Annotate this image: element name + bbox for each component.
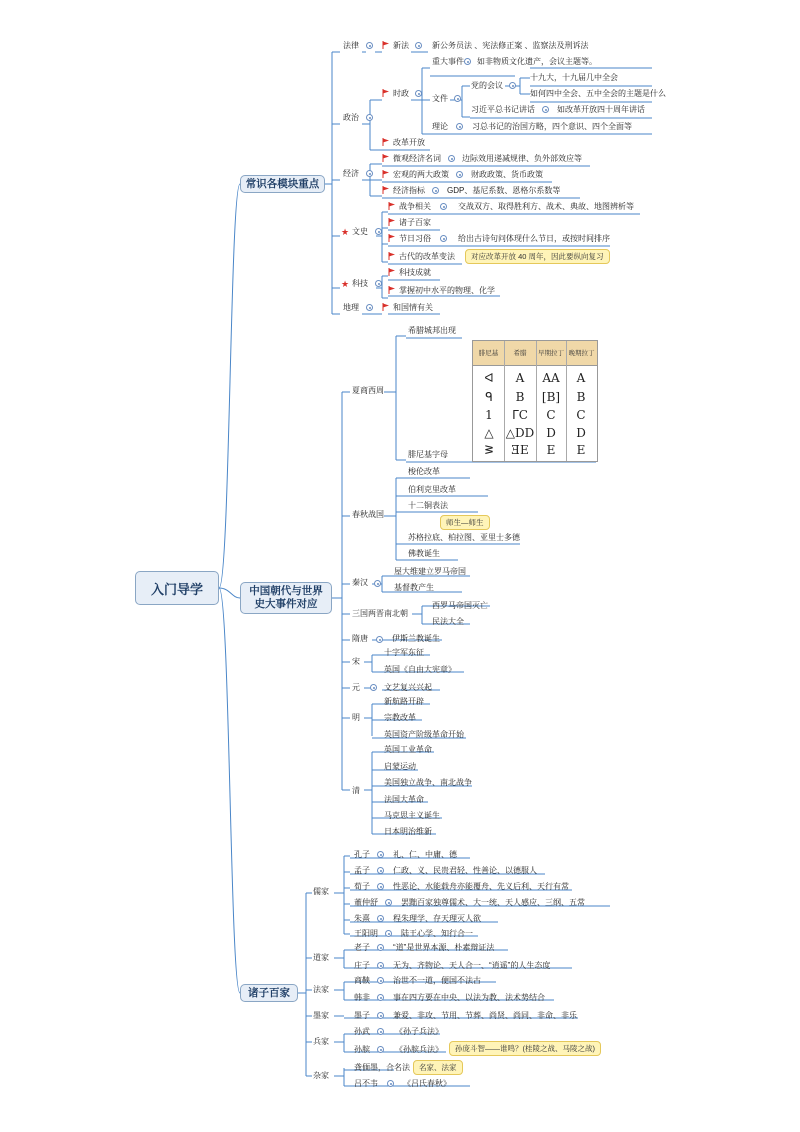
cq-buddhism[interactable]: 佛教诞生 — [408, 549, 440, 558]
school-dao[interactable]: 道家 — [313, 953, 329, 962]
flag-icon — [382, 138, 390, 146]
politics-theory[interactable]: 理论 — [432, 122, 448, 131]
collapse-icon[interactable] — [375, 280, 382, 287]
mo-mozi[interactable]: 墨子 — [354, 1011, 370, 1020]
collapse-icon[interactable] — [454, 95, 461, 102]
era-suitang[interactable]: 隋唐 — [352, 634, 368, 643]
dao-zhuangzi[interactable]: 庄子 — [354, 961, 370, 970]
school-fa[interactable]: 法家 — [313, 985, 329, 994]
collapse-icon[interactable] — [375, 228, 382, 235]
bing-sunbin-note: 孙庞斗智——谁鸣？(桂陵之战、马陵之战) — [449, 1041, 601, 1056]
collapse-icon[interactable] — [366, 114, 373, 121]
qh-christianity[interactable]: 基督教产生 — [394, 583, 434, 592]
collapse-icon[interactable] — [415, 90, 422, 97]
cq-twelve-tables[interactable]: 十二铜表法 — [408, 501, 448, 510]
letter: △ — [484, 426, 494, 440]
law-desc[interactable]: 新公务员法 、宪法修正案 、监察法及刑诉法 — [432, 41, 589, 50]
collapse-icon[interactable] — [385, 930, 392, 937]
economy-macro-desc[interactable]: 财政政策、货币政策 — [471, 170, 543, 179]
bing-sunwu[interactable]: 孙武 — [354, 1027, 370, 1036]
qing-french-rev[interactable]: 法国大革命 — [384, 795, 424, 804]
school-ru[interactable]: 儒家 — [313, 887, 329, 896]
branch-common-knowledge[interactable]: 常识各模块重点 — [240, 175, 325, 193]
collapse-icon[interactable] — [440, 235, 447, 242]
politics-xi-desc[interactable]: 如改革开放四十周年讲话 — [557, 105, 645, 114]
letter: B — [576, 390, 586, 404]
economy-macro[interactable]: 宏观的两大政策 — [393, 170, 449, 179]
school-bing[interactable]: 兵家 — [313, 1037, 329, 1046]
era-yuan[interactable]: 元 — [352, 683, 360, 692]
song-magna-carta[interactable]: 英国《自由大宪章》 — [384, 665, 456, 674]
qing-meiji[interactable]: 日本明治维新 — [384, 827, 432, 836]
economy-index-desc[interactable]: GDP、基尼系数、恩格尔系数等 — [447, 186, 561, 195]
collapse-icon[interactable] — [377, 962, 384, 969]
letter: 1 — [485, 408, 493, 422]
ru-zhuxi[interactable]: 朱熹 — [354, 914, 370, 923]
era-ming[interactable]: 明 — [352, 713, 360, 722]
collapse-icon[interactable] — [376, 636, 383, 643]
collapse-icon[interactable] — [377, 1028, 384, 1035]
alphabet-header-greek: 希腊 — [513, 349, 527, 357]
za-note: 名家、法家 — [413, 1060, 463, 1075]
alphabet-header-phoenician: 腓尼基 — [478, 349, 499, 357]
ru-mencius-desc[interactable]: 仁政、义、民贵君轻、性善论、以德服人 — [393, 866, 537, 875]
culture-schools[interactable]: 诸子百家 — [399, 218, 431, 227]
tech-label[interactable]: 科技 — [352, 279, 368, 288]
cq-philosophers[interactable]: 苏格拉底、柏拉图、亚里士多德 — [408, 533, 520, 542]
letter: E — [576, 443, 586, 457]
cq-pericles[interactable]: 伯利克里改革 — [408, 485, 456, 494]
letter: B — [515, 390, 525, 404]
fa-hanfei-desc[interactable]: 事在四方要在中央、以法为教、法术势结合 — [393, 993, 545, 1002]
root-node[interactable]: 入门导学 — [135, 571, 219, 605]
ming-reformation[interactable]: 宗教改革 — [384, 713, 416, 722]
dao-zhuangzi-desc[interactable]: 无为、齐物论、天人合一、“逍遥”的人生态度 — [393, 961, 551, 970]
flag-icon — [382, 186, 390, 194]
geo-national[interactable]: 和国情有关 — [393, 303, 433, 312]
politics-party[interactable]: 党的会议 — [471, 81, 503, 90]
economy-micro[interactable]: 微观经济名词 — [393, 154, 441, 163]
collapse-icon[interactable] — [377, 1046, 384, 1053]
flag-icon — [388, 286, 396, 294]
collapse-icon[interactable] — [377, 883, 384, 890]
mo-mozi-desc[interactable]: 兼爱、非攻、节用、节葬、尚贤、尚同、非命、非乐 — [393, 1011, 577, 1020]
economy-label[interactable]: 经济 — [343, 169, 359, 178]
politics-theory-desc[interactable]: 习总书记的治国方略，四个意识、四个全面等 — [472, 122, 632, 131]
culture-war[interactable]: 战争相关 — [399, 202, 431, 211]
politics-reform[interactable]: 改革开放 — [393, 138, 425, 147]
bing-sunbin-desc[interactable]: 《孙膑兵法》 — [395, 1045, 443, 1054]
era-qing[interactable]: 清 — [352, 786, 360, 795]
ru-xunzi[interactable]: 荀子 — [354, 882, 370, 891]
collapse-icon[interactable] — [509, 82, 516, 89]
politics-xi[interactable]: 习近平总书记讲话 — [471, 105, 535, 114]
alphabet-table — [472, 340, 598, 462]
collapse-icon[interactable] — [377, 944, 384, 951]
flag-icon — [388, 234, 396, 242]
collapse-icon[interactable] — [385, 899, 392, 906]
era-sanguo[interactable]: 三国两晋南北朝 — [352, 609, 408, 618]
collapse-icon[interactable] — [377, 994, 384, 1001]
letter: [B] — [541, 390, 561, 404]
collapse-icon[interactable] — [377, 915, 384, 922]
letter: ᐊ — [484, 371, 494, 385]
economy-micro-desc[interactable]: 边际效用递减规律、负外部效应等 — [462, 154, 582, 163]
letter: A — [515, 371, 525, 385]
ru-mencius[interactable]: 孟子 — [354, 866, 370, 875]
era-qinhan[interactable]: 秦汉 — [352, 578, 368, 587]
culture-reform-note: 对应改革开放 40 周年，因此要纵向复习 — [465, 249, 610, 264]
politics-current[interactable]: 时政 — [393, 89, 409, 98]
sg-corpus[interactable]: 民法大全 — [432, 617, 464, 626]
culture-festival-desc[interactable]: 给出古诗句问体现什么节日，或按时间排序 — [458, 234, 610, 243]
school-za[interactable]: 杂家 — [313, 1071, 329, 1080]
alphabet-header-late-latin: 晚期拉丁 — [568, 349, 595, 357]
za-lvbuwei[interactable]: 吕不韦 — [354, 1079, 378, 1088]
collapse-icon[interactable] — [377, 851, 384, 858]
letter: ƎE — [511, 443, 529, 457]
cq-solon[interactable]: 梭伦改革 — [408, 467, 440, 476]
bing-sunwu-desc[interactable]: 《孙子兵法》 — [395, 1027, 443, 1036]
qing-enlightenment[interactable]: 启蒙运动 — [384, 762, 416, 771]
collapse-icon[interactable] — [542, 106, 549, 113]
yuan-renaissance[interactable]: 文艺复兴兴起 — [384, 683, 432, 692]
letter: AA — [542, 371, 560, 385]
ru-dong[interactable]: 董仲舒 — [354, 898, 378, 907]
politics-major[interactable]: 重大事件 — [432, 57, 464, 66]
collapse-icon[interactable] — [464, 58, 471, 65]
politics-docs[interactable]: 文件 — [432, 94, 448, 103]
letter: C — [546, 408, 556, 422]
era-song[interactable]: 宋 — [352, 657, 360, 666]
flag-icon — [382, 303, 390, 311]
star-icon: ★ — [341, 227, 350, 237]
flag-icon — [382, 170, 390, 178]
st-islam[interactable]: 伊斯兰教诞生 — [392, 634, 440, 643]
alphabet-header-early-latin: 早期拉丁 — [538, 349, 564, 357]
law-label[interactable]: 法律 — [343, 41, 359, 50]
culture-label[interactable]: 文史 — [352, 227, 368, 236]
collapse-icon[interactable] — [377, 867, 384, 874]
politics-party-2[interactable]: 如何四中全会、五中全会的主题是什么 — [530, 89, 666, 98]
collapse-icon[interactable] — [366, 170, 373, 177]
branch-dynasty-history[interactable]: 中国朝代与世界史大事件对应 — [240, 582, 332, 614]
flag-icon — [382, 89, 390, 97]
xia-greek-city[interactable]: 希腊城邦出现 — [408, 326, 456, 335]
letter: E — [546, 443, 556, 457]
xia-phoenician[interactable]: 腓尼基字母 — [408, 450, 448, 459]
flag-icon — [382, 154, 390, 162]
collapse-icon[interactable] — [448, 155, 455, 162]
collapse-icon[interactable] — [387, 1080, 394, 1087]
politics-party-1[interactable]: 十九大，十九届几中全会 — [530, 73, 618, 82]
economy-index[interactable]: 经济指标 — [393, 186, 425, 195]
era-chunqiu[interactable]: 春秋战国 — [352, 510, 384, 519]
qing-industrial[interactable]: 英国工业革命 — [384, 745, 432, 754]
ru-dong-desc[interactable]: 罢黜百家独尊儒术、大一统、天人感应、三纲、五常 — [401, 898, 585, 907]
za-gongsunlong[interactable]: 龚偭墨，合名法 — [354, 1063, 410, 1072]
letter: A — [576, 371, 586, 385]
letter: C — [576, 408, 586, 422]
politics-major-desc[interactable]: 如非物质文化遗产，会议主题等。 — [477, 57, 597, 66]
school-mo[interactable]: 墨家 — [313, 1011, 329, 1020]
collapse-icon[interactable] — [440, 203, 447, 210]
flag-icon — [382, 41, 390, 49]
flag-icon — [388, 268, 396, 276]
culture-festival[interactable]: 节日习俗 — [399, 234, 431, 243]
letter: ᒥC — [512, 408, 528, 422]
ru-zhuxi-desc[interactable]: 程朱理学、存天理灭人欲 — [393, 914, 481, 923]
star-icon: ★ — [341, 279, 350, 289]
ru-wang-desc[interactable]: 陆王心学、知行合一 — [401, 929, 473, 938]
song-crusades[interactable]: 十字军东征 — [384, 648, 424, 657]
geo-label[interactable]: 地理 — [343, 303, 359, 312]
collapse-icon[interactable] — [377, 1012, 384, 1019]
cq-note: 师生—师生 — [440, 515, 490, 530]
law-new[interactable]: 新法 — [393, 41, 409, 50]
era-xia[interactable]: 夏商西周 — [352, 386, 384, 395]
collapse-icon[interactable] — [456, 171, 463, 178]
ru-confucius[interactable]: 孔子 — [354, 850, 370, 859]
fa-shangyang[interactable]: 商鞅 — [354, 976, 370, 985]
flag-icon — [388, 202, 396, 210]
qing-marxism[interactable]: 马克思主义诞生 — [384, 811, 440, 820]
collapse-icon[interactable] — [374, 580, 381, 587]
ming-new-routes[interactable]: 新航路开辟 — [384, 697, 424, 706]
ming-english-rev[interactable]: 英国资产阶级革命开始 — [384, 730, 464, 739]
qh-rome[interactable]: 屋大维建立罗马帝国 — [394, 567, 466, 576]
dao-laozi[interactable]: 老子 — [354, 943, 370, 952]
collapse-icon[interactable] — [366, 304, 373, 311]
letter: △DD — [505, 426, 535, 440]
fa-shangyang-desc[interactable]: 治世不一道，便国不法古 — [393, 976, 481, 985]
letter: ᑫ — [485, 390, 493, 404]
culture-war-desc[interactable]: 交战双方、取得胜利方、战术、典故、地图辨析等 — [458, 202, 634, 211]
collapse-icon[interactable] — [432, 187, 439, 194]
ru-xunzi-desc[interactable]: 性恶论、水能载舟亦能覆舟、先义后利、天行有常 — [393, 882, 569, 891]
ru-confucius-desc[interactable]: 礼、仁、中庸、德 — [393, 850, 457, 859]
collapse-icon[interactable] — [366, 42, 373, 49]
collapse-icon[interactable] — [377, 977, 384, 984]
collapse-icon[interactable] — [456, 123, 463, 130]
politics-label[interactable]: 政治 — [343, 113, 359, 122]
letter: D — [546, 426, 556, 440]
za-lvbuwei-desc[interactable]: 《吕氏春秋》 — [403, 1079, 451, 1088]
ru-wang[interactable]: 王阳明 — [354, 929, 378, 938]
dao-laozi-desc[interactable]: “道”是世界本源、朴素辩证法 — [393, 943, 495, 952]
culture-reform[interactable]: 古代的改革变法 — [399, 252, 455, 261]
collapse-icon[interactable] — [415, 42, 422, 49]
flag-icon — [388, 252, 396, 260]
qing-american-wars[interactable]: 美国独立战争、南北战争 — [384, 778, 472, 787]
letter: ᕒ — [484, 443, 494, 457]
bing-sunbin[interactable]: 孙膑 — [354, 1045, 370, 1054]
tech-achievements[interactable]: 科技成就 — [399, 268, 431, 277]
sg-west-rome[interactable]: 西罗马帝国灭亡 — [432, 601, 488, 610]
fa-hanfei[interactable]: 韩非 — [354, 993, 370, 1002]
flag-icon — [388, 218, 396, 226]
collapse-icon[interactable] — [370, 684, 377, 691]
branch-hundred-schools[interactable]: 诸子百家 — [240, 984, 298, 1002]
letter: D — [576, 426, 586, 440]
tech-physics-chem[interactable]: 掌握初中水平的物理、化学 — [399, 286, 495, 295]
